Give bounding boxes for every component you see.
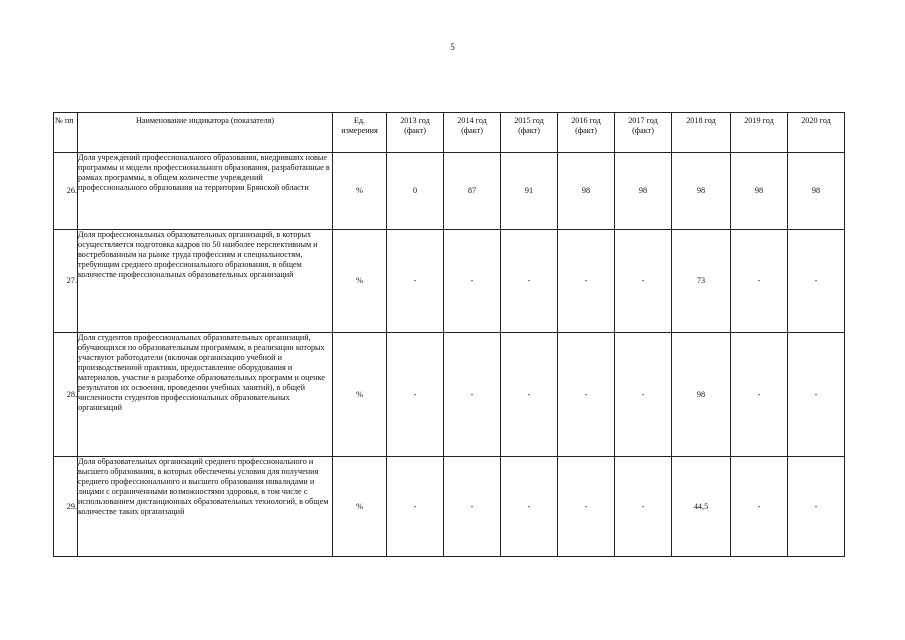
- value-2020: -: [788, 333, 845, 457]
- unit-cell: %: [333, 230, 387, 333]
- header-2014: 2014 год (факт): [444, 113, 501, 153]
- value-2015: 91: [501, 153, 558, 230]
- value-2013: -: [387, 333, 444, 457]
- header-2017: 2017 год (факт): [615, 113, 672, 153]
- value-2019: -: [731, 333, 788, 457]
- value-2018: 98: [672, 153, 731, 230]
- value-2013: -: [387, 230, 444, 333]
- row-number: 29.: [54, 457, 78, 557]
- value-2018: 98: [672, 333, 731, 457]
- value-2018: 44,5: [672, 457, 731, 557]
- header-2015: 2015 год (факт): [501, 113, 558, 153]
- value-2017: -: [615, 333, 672, 457]
- header-row: [54, 113, 845, 153]
- value-2020: -: [788, 230, 845, 333]
- value-2019: -: [731, 230, 788, 333]
- table-row: [54, 333, 845, 457]
- row-number: 26.: [54, 153, 78, 230]
- header-2018: 2018 год: [672, 113, 731, 153]
- value-2020: -: [788, 457, 845, 557]
- indicator-name: Доля профессиональных образовательных организаций, в которых осуществляется подготовка кадров по 50 наиболее перспективным и востребованным на рынке труда профессиям и специальностям, требующим среднего профессионального образования, в общем количестве профессиональных образовательных организаций: [78, 230, 333, 333]
- value-2013: 0: [387, 153, 444, 230]
- header-2019: 2019 год: [731, 113, 788, 153]
- indicators-table: [53, 112, 845, 557]
- value-2017: -: [615, 230, 672, 333]
- indicator-name: Доля образовательных организаций среднего профессионального и высшего образования, в которых обеспечены условия для получения среднего профессионального и высшего образования инвалидами и лицами с ограниченными возможностями здоровья, в том числе с использованием дистанционных образовательных технологий, в общем количестве таких организаций: [78, 457, 333, 557]
- table-row: [54, 457, 845, 557]
- value-2014: -: [444, 333, 501, 457]
- header-2020: 2020 год: [788, 113, 845, 153]
- value-2014: 87: [444, 153, 501, 230]
- value-2017: 98: [615, 153, 672, 230]
- value-2013: -: [387, 457, 444, 557]
- table-row: [54, 230, 845, 333]
- row-number: 27.: [54, 230, 78, 333]
- header-2013: 2013 год (факт): [387, 113, 444, 153]
- value-2020: 98: [788, 153, 845, 230]
- value-2015: -: [501, 333, 558, 457]
- table-row: [54, 153, 845, 230]
- unit-cell: %: [333, 333, 387, 457]
- indicator-name: Доля студентов профессиональных образовательных организаций, обучающихся по образовательным программам, в реализации которых участвуют работодатели (включая организацию учебной и производственной практики, предоставление оборудования и материалов, участие в разработке образовательных программ и оценке результатов их освоения, проведении учебных занятий), в общей численности студентов профессиональных образовательных организаций: [78, 333, 333, 457]
- value-2014: -: [444, 230, 501, 333]
- header-2016: 2016 год (факт): [558, 113, 615, 153]
- row-number: 28.: [54, 333, 78, 457]
- value-2016: 98: [558, 153, 615, 230]
- header-name: Наименование индикатора (показателя): [78, 113, 333, 153]
- value-2016: -: [558, 457, 615, 557]
- value-2017: -: [615, 457, 672, 557]
- value-2015: -: [501, 230, 558, 333]
- value-2019: 98: [731, 153, 788, 230]
- value-2016: -: [558, 333, 615, 457]
- header-unit: Ед. измерения: [333, 113, 387, 153]
- unit-cell: %: [333, 457, 387, 557]
- value-2018: 73: [672, 230, 731, 333]
- unit-cell: %: [333, 153, 387, 230]
- value-2019: -: [731, 457, 788, 557]
- page-number: 5: [450, 42, 455, 52]
- value-2015: -: [501, 457, 558, 557]
- value-2016: -: [558, 230, 615, 333]
- value-2014: -: [444, 457, 501, 557]
- header-num: № пп: [54, 113, 78, 153]
- indicator-name: Доля учреждений профессионального образования, внедривших новые программы и модели профессионального образования, разработанные в рамках программы, в общем количестве учреждений профессионального образования на территории Брянской области: [78, 153, 333, 230]
